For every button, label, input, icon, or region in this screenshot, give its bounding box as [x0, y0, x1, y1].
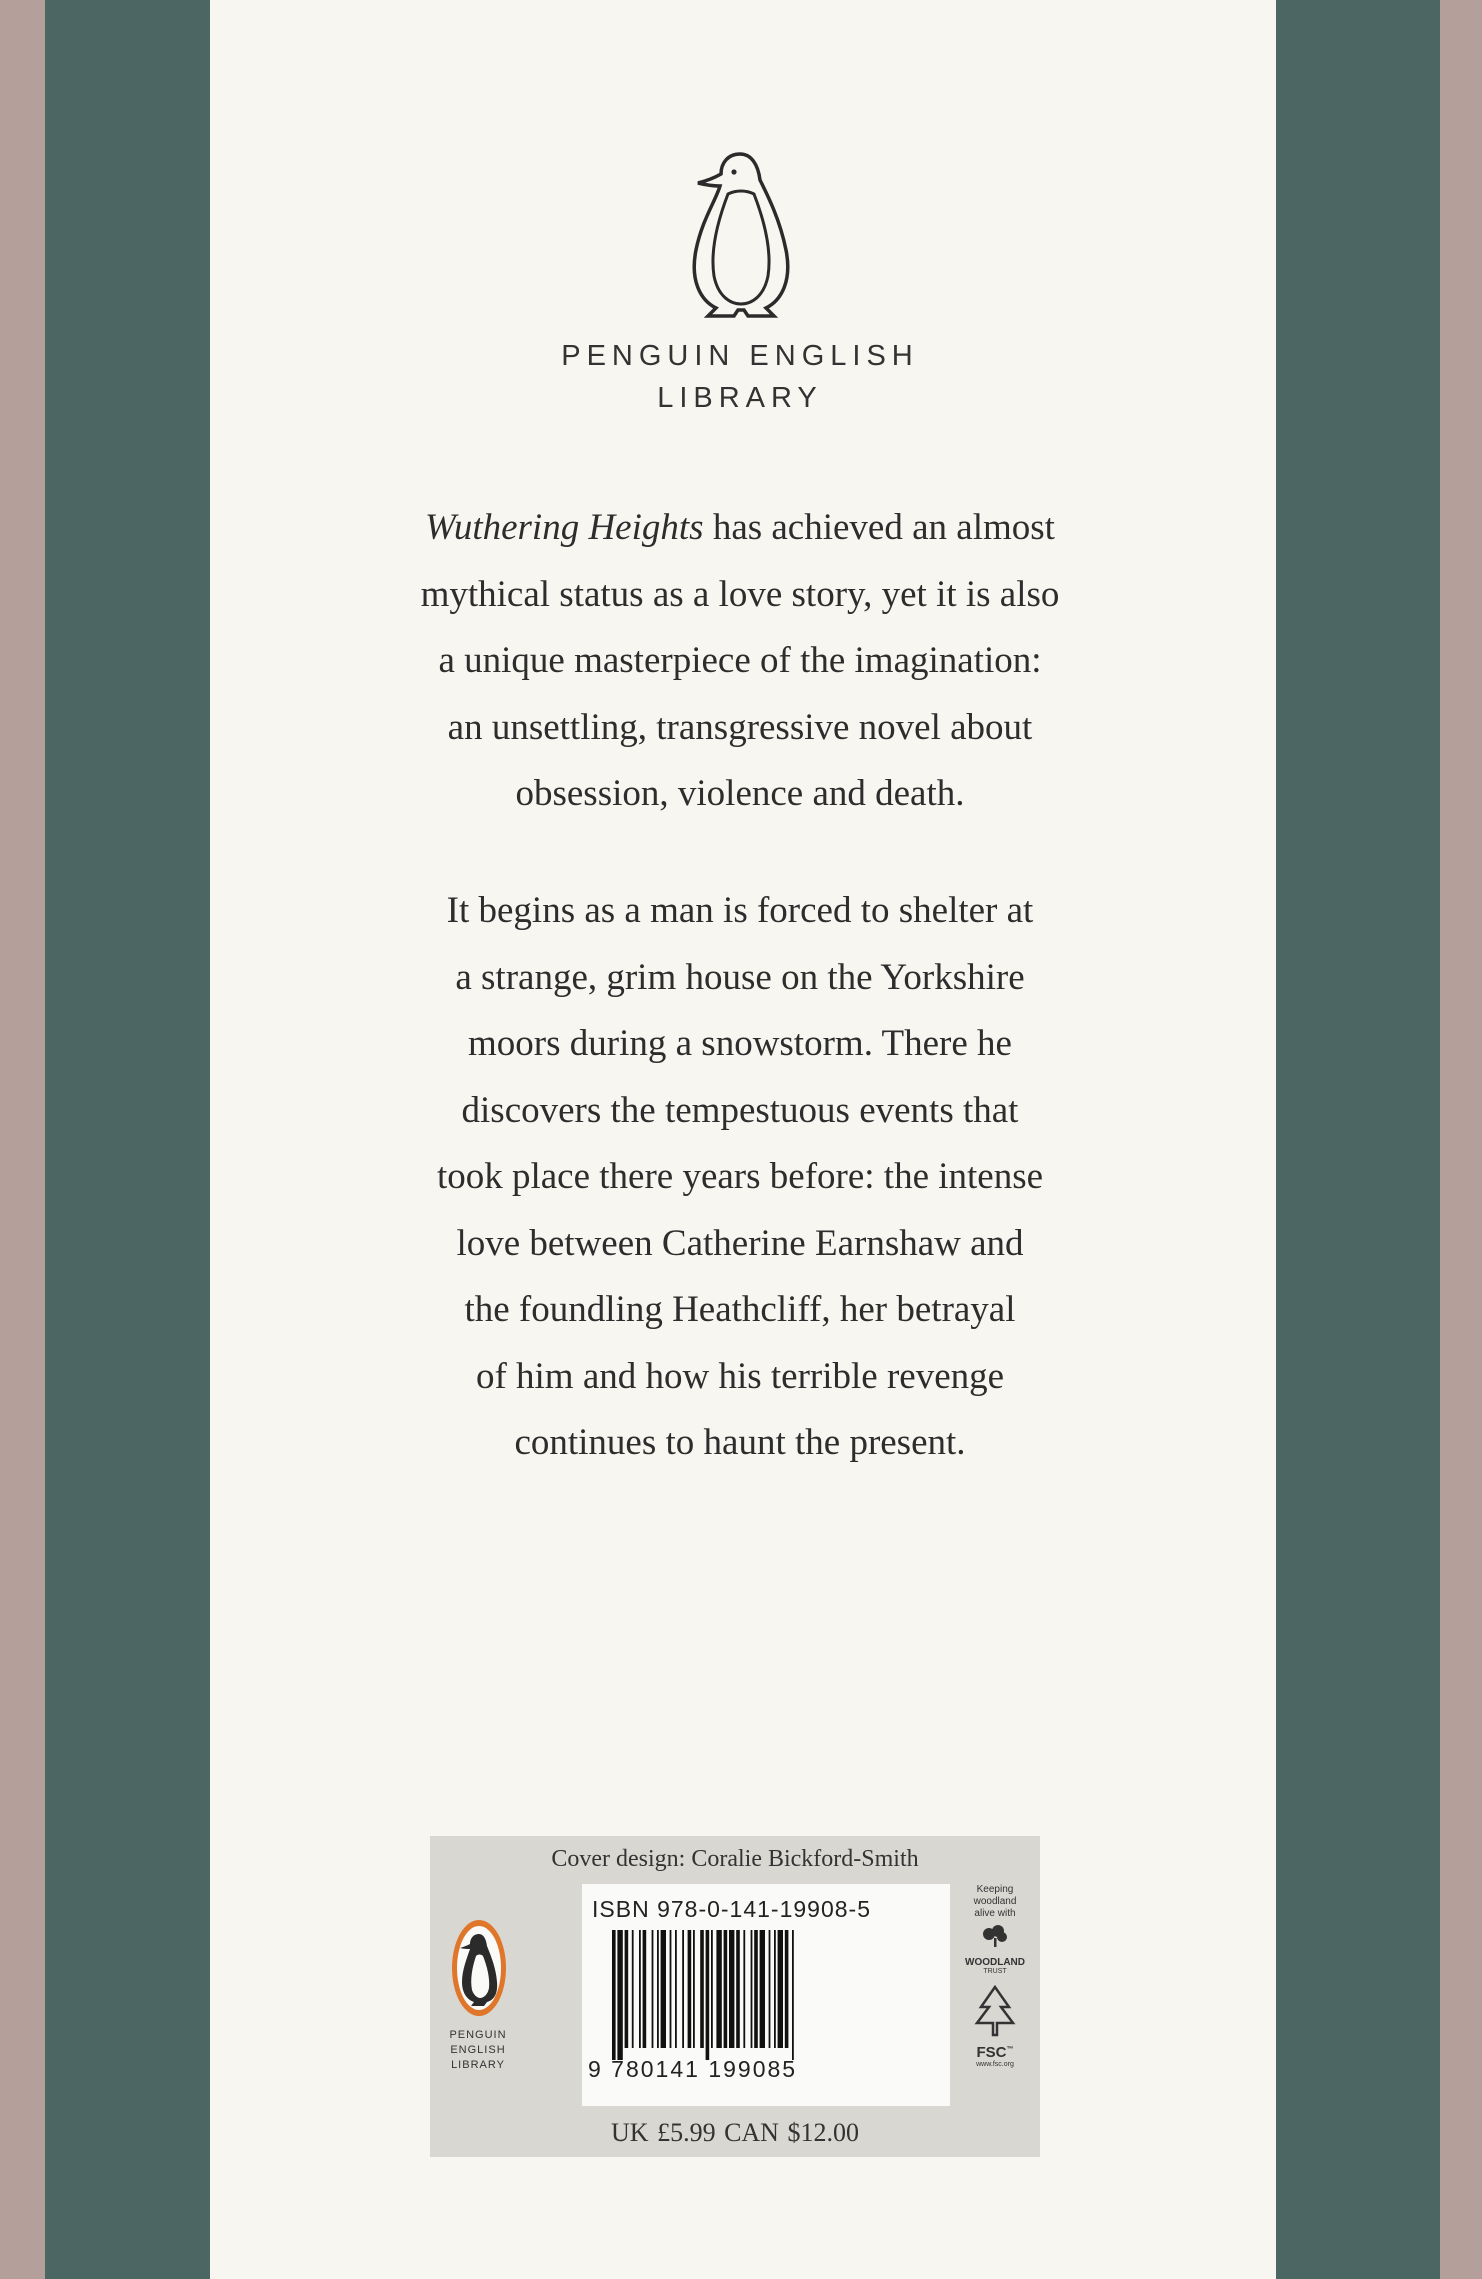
blurb-line: a unique masterpiece of the imagination: [438, 640, 1042, 681]
blurb-line: mythical status as a love story, yet it is also [420, 573, 1060, 615]
blurb-line: continues to haunt the present. [514, 1422, 966, 1463]
penguin-orange-logo-icon [450, 1918, 508, 2018]
blurb-line: love between Catherine Earnshaw and [456, 1222, 1024, 1264]
imprint-small-label: PENGUIN ENGLISH LIBRARY [449, 2029, 507, 2071]
isbn-barcode-area [582, 1884, 950, 2106]
blurb-line: discovers the tempestuous events that [461, 1089, 1019, 1131]
blurb-line: a strange, grim house on the Yorkshire [455, 956, 1025, 998]
blurb-line: moors during a snowstorm. There he [468, 1023, 1012, 1064]
fsc-tree-icon [967, 1983, 1023, 2039]
woodland-trust-badge: Keeping woodland alive with WOODLAND TRUST FSC™ www.fsc.org [950, 1884, 1040, 2068]
barcode-panel [430, 1836, 1040, 2157]
blurb-line: It begins as a man is forced to shelter at [446, 890, 1034, 931]
imprint-label [480, 335, 1000, 419]
blurb-paragraph-1 [300, 495, 1180, 828]
cover-edge-right [1440, 0, 1482, 2279]
ean-digits: 9 780141 199085 [588, 2056, 798, 2082]
blurb-line: Wuthering Heights has achieved an almost [425, 507, 1055, 548]
teal-band-right [1276, 0, 1440, 2279]
book-title: Wuthering Heights [425, 507, 704, 548]
fsc-url: www.fsc.org [976, 2061, 1014, 2068]
imprint-line-1: PENGUIN ENGLISH [561, 340, 919, 372]
imprint-line-2: LIBRARY [657, 382, 823, 414]
blurb-line: an unsettling, transgressive novel about [447, 706, 1033, 748]
penguin-logo-icon [688, 150, 794, 320]
isbn-number: ISBN 978-0-141-19908-5 [592, 1896, 871, 1922]
price-label: UK £5.99 CAN $12.00 [611, 2118, 859, 2147]
cover-edge-left [0, 0, 45, 2279]
blurb-line: obsession, violence and death. [515, 773, 965, 814]
cover-design-credit: Cover design: Coralie Bickford-Smith [551, 1846, 919, 1872]
barcode-icon [610, 1930, 910, 2060]
blurb-line: of him and how his terrible revenge [475, 1355, 1005, 1397]
blurb-line: the foundling Heathcliff, her betrayal [464, 1289, 1016, 1330]
blurb-line: took place there years before: the intense [436, 1156, 1044, 1197]
blurb-paragraph-2 [300, 878, 1180, 1477]
teal-band-left [45, 0, 210, 2279]
tree-icon [980, 1924, 1010, 1948]
fsc-label: FSC™ [976, 2044, 1014, 2061]
